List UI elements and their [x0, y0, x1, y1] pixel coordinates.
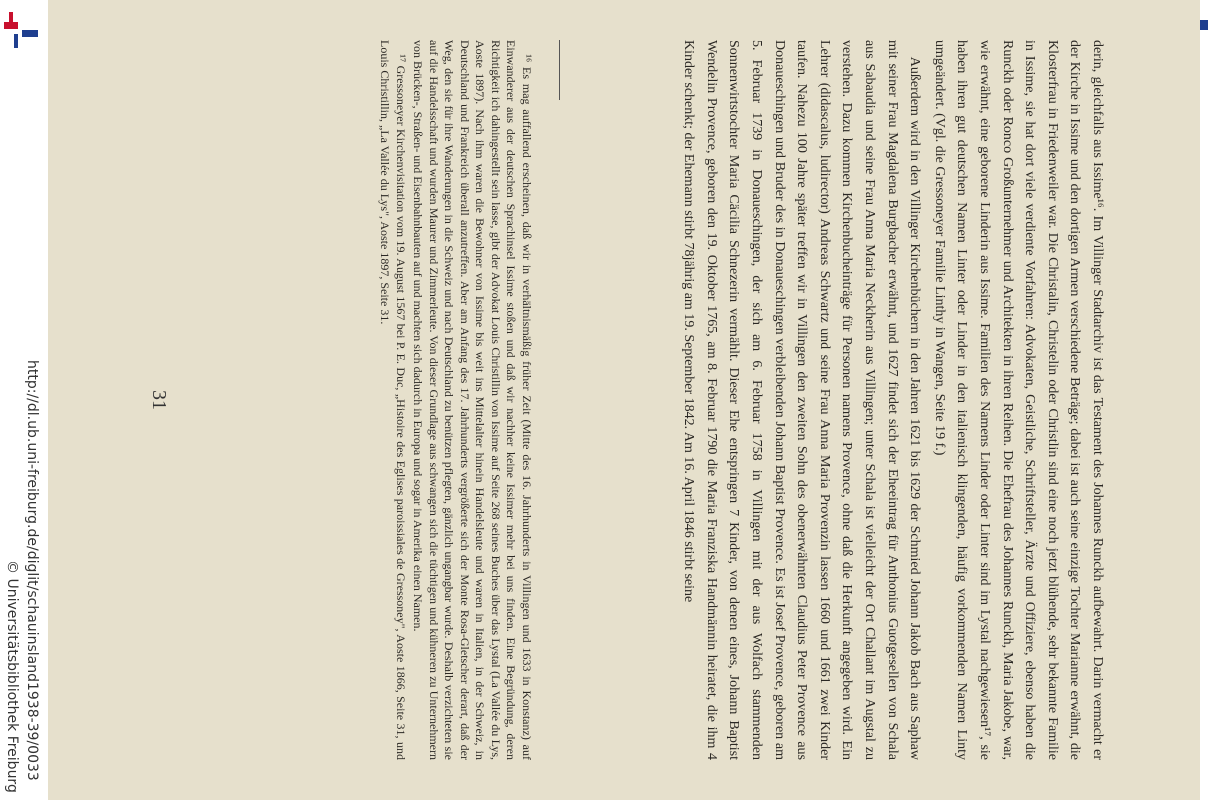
page-content-rotated [48, 0, 1200, 800]
scanned-page [48, 0, 1200, 800]
document-url-link[interactable]: http://dl.ub.uni-freiburg.de/diglit/schauinsland1938-39/0033 [24, 360, 40, 781]
edge-marker-icon [1200, 20, 1208, 30]
footnote-16: ¹⁶ Es mag auffallend erscheinen, daß wir in verhältnismäßig früher Zeit (Mitte des 16. Jahrhunderts in Villingen und 1633 in Konstanz) auf Einwanderer aus der deutschen Sprachinsel Issime stoßen und daß wir nachher keine Issimer mehr bei uns finden. Eine Begründung, deren Richtigkeit ich dahingestellt sein lasse, gibt der Advokat Louis Christillin von Issime auf Seite 268 seines Buches über das Lystal (La Vallée du Lys, Aoste 1897). Nach ihm waren die Bewohner von Issime bis weit ins Mittelalter hinein Handelsleute und waren in Italien, in der Schweiz, in Deutschland und Frankreich überall anzutreffen. Aber am Anfang des 17. Jahrhunderts vergrößerte sich der Monte Rosa-Gletscher derart, daß der Weg, den sie für ihre Wanderungen in die Schweiz und nach Deutschland zu benützen pflegten, gänzlich ungangbar wurde. Deshalb verzichteten sie auf die Handelsschaft und wurden Maurer und Zimmerleute. Von dieser Grundlage aus schwangen sich die tüchtigen und kühneren zu Unternehmern von Brücken-, Straßen- und Eisenbahnbauten auf und machten sich dadurch in Europa und sogar in Amerika einen Namen. [411, 40, 534, 760]
paragraph-1: derin, gleichfalls aus Issime¹⁶. Im Villinger Stadtarchiv ist das Testament des Johannes Runckh aufbewahrt. Darin vermacht er der Kirche in Issime und den dortigen Armen verschiedene Beträge; dabei ist auch seine einzige Tochter Marianne erwähnt, die Klosterfrau in Friedenweiler war. Die Christalin, Christelin oder Christlin sind eine noch jetzt blühende, sehr bekannte Familie in Issime, sie hat dort viele verdiente Vorfahren: Advokaten, Geistliche, Schriftsteller, Ärzte und Offiziere, ebenso haben die Runckh oder Ronco Großunternehmer und Architekten in ihren Reihen. Die Ehefrau des Johannes Runckh, Maria Jakobe, war, wie erwähnt, eine geborene Linderin aus Issime. Familien des Namens Linder oder Linter sind im Lystal nachgewiesen¹⁷, sie haben ihren gut deutschen Namen Linter oder Linder in den italienisch klingenden, häufig vorkommenden Namen Linty umgeändert. (Vgl. die Gressoneyer Familie Linthy in Wangen, Seite 19 f.) [931, 40, 1105, 760]
paragraph-2: Außerdem wird in den Villinger Kirchenbüchern in den Jahren 1621 bis 1629 der Schmied Johann Jakob Bach aus Saphaw mit seiner Frau Magdalena Burgbacher erwähnt, und 1627 findet sich der Eheeintrag für Anthonius Guotgesellen von Schala aus Sabaudia und seine Frau Anna Maria Neckherin aus Villingen; unter Schala ist vielleicht der Ort Challant im Augstal zu verstehen. Dazu kommen Kirchenbucheinträge für Personen namens Provence, ohne daß die Herkunft angegeben wird. Ein Lehrer (didascalus, ludirector) Andreas Schwartz und seine Frau Anna Maria Provenzin lassen 1660 und 1661 zwei Kinder taufen. Nahezu 100 Jahre später treffen wir in Villingen den zweiten Sohn des obenerwähnten Claudius Peter Provence aus Donaueschingen und Bruder des in Donaueschingen verbleibenden Johann Baptist Provence. Es ist Josef Provence, geboren am 5. Februar 1739 in Donaueschingen, der sich am 6. Februar 1758 in Villingen mit der aus Wolfach stammenden Sonnenwirtstochter Maria Cäcilia Schnezerin vermählt. Dieser Ehe entspringen 7 Kinder, von denen eines, Johann Baptist Wendelin Provence, geboren den 19. Oktober 1765, am 8. Februar 1790 die Maria Franziska Handmännin heiratet, die ihm 4 Kinder schenkt; der Ehemann stirbt 78jährig am 19. September 1842. Am 16. April 1846 stirbt seine [681, 40, 923, 760]
viewer-sidebar [0, 0, 48, 800]
footnotes [375, 40, 534, 760]
footnote-divider [559, 40, 560, 100]
footnote-17: ¹⁷ Gressoneyer Kirchenvisitation vom 19. August 1567 bei P. E. Duc, „Histoire des Eglises paroissiales de Gressoney", Aoste 1866, Seite 31, und Louis Christillin, „La Vallée du Lys", Aoste 1897, Seite 31. [378, 40, 408, 760]
copyright-text: © Universitätsbibliothek Freiburg [4, 560, 20, 793]
right-edge [1200, 0, 1210, 800]
page-number: 31 [148, 390, 170, 410]
main-text [675, 40, 1108, 760]
sidebar-caption [2, 0, 46, 800]
